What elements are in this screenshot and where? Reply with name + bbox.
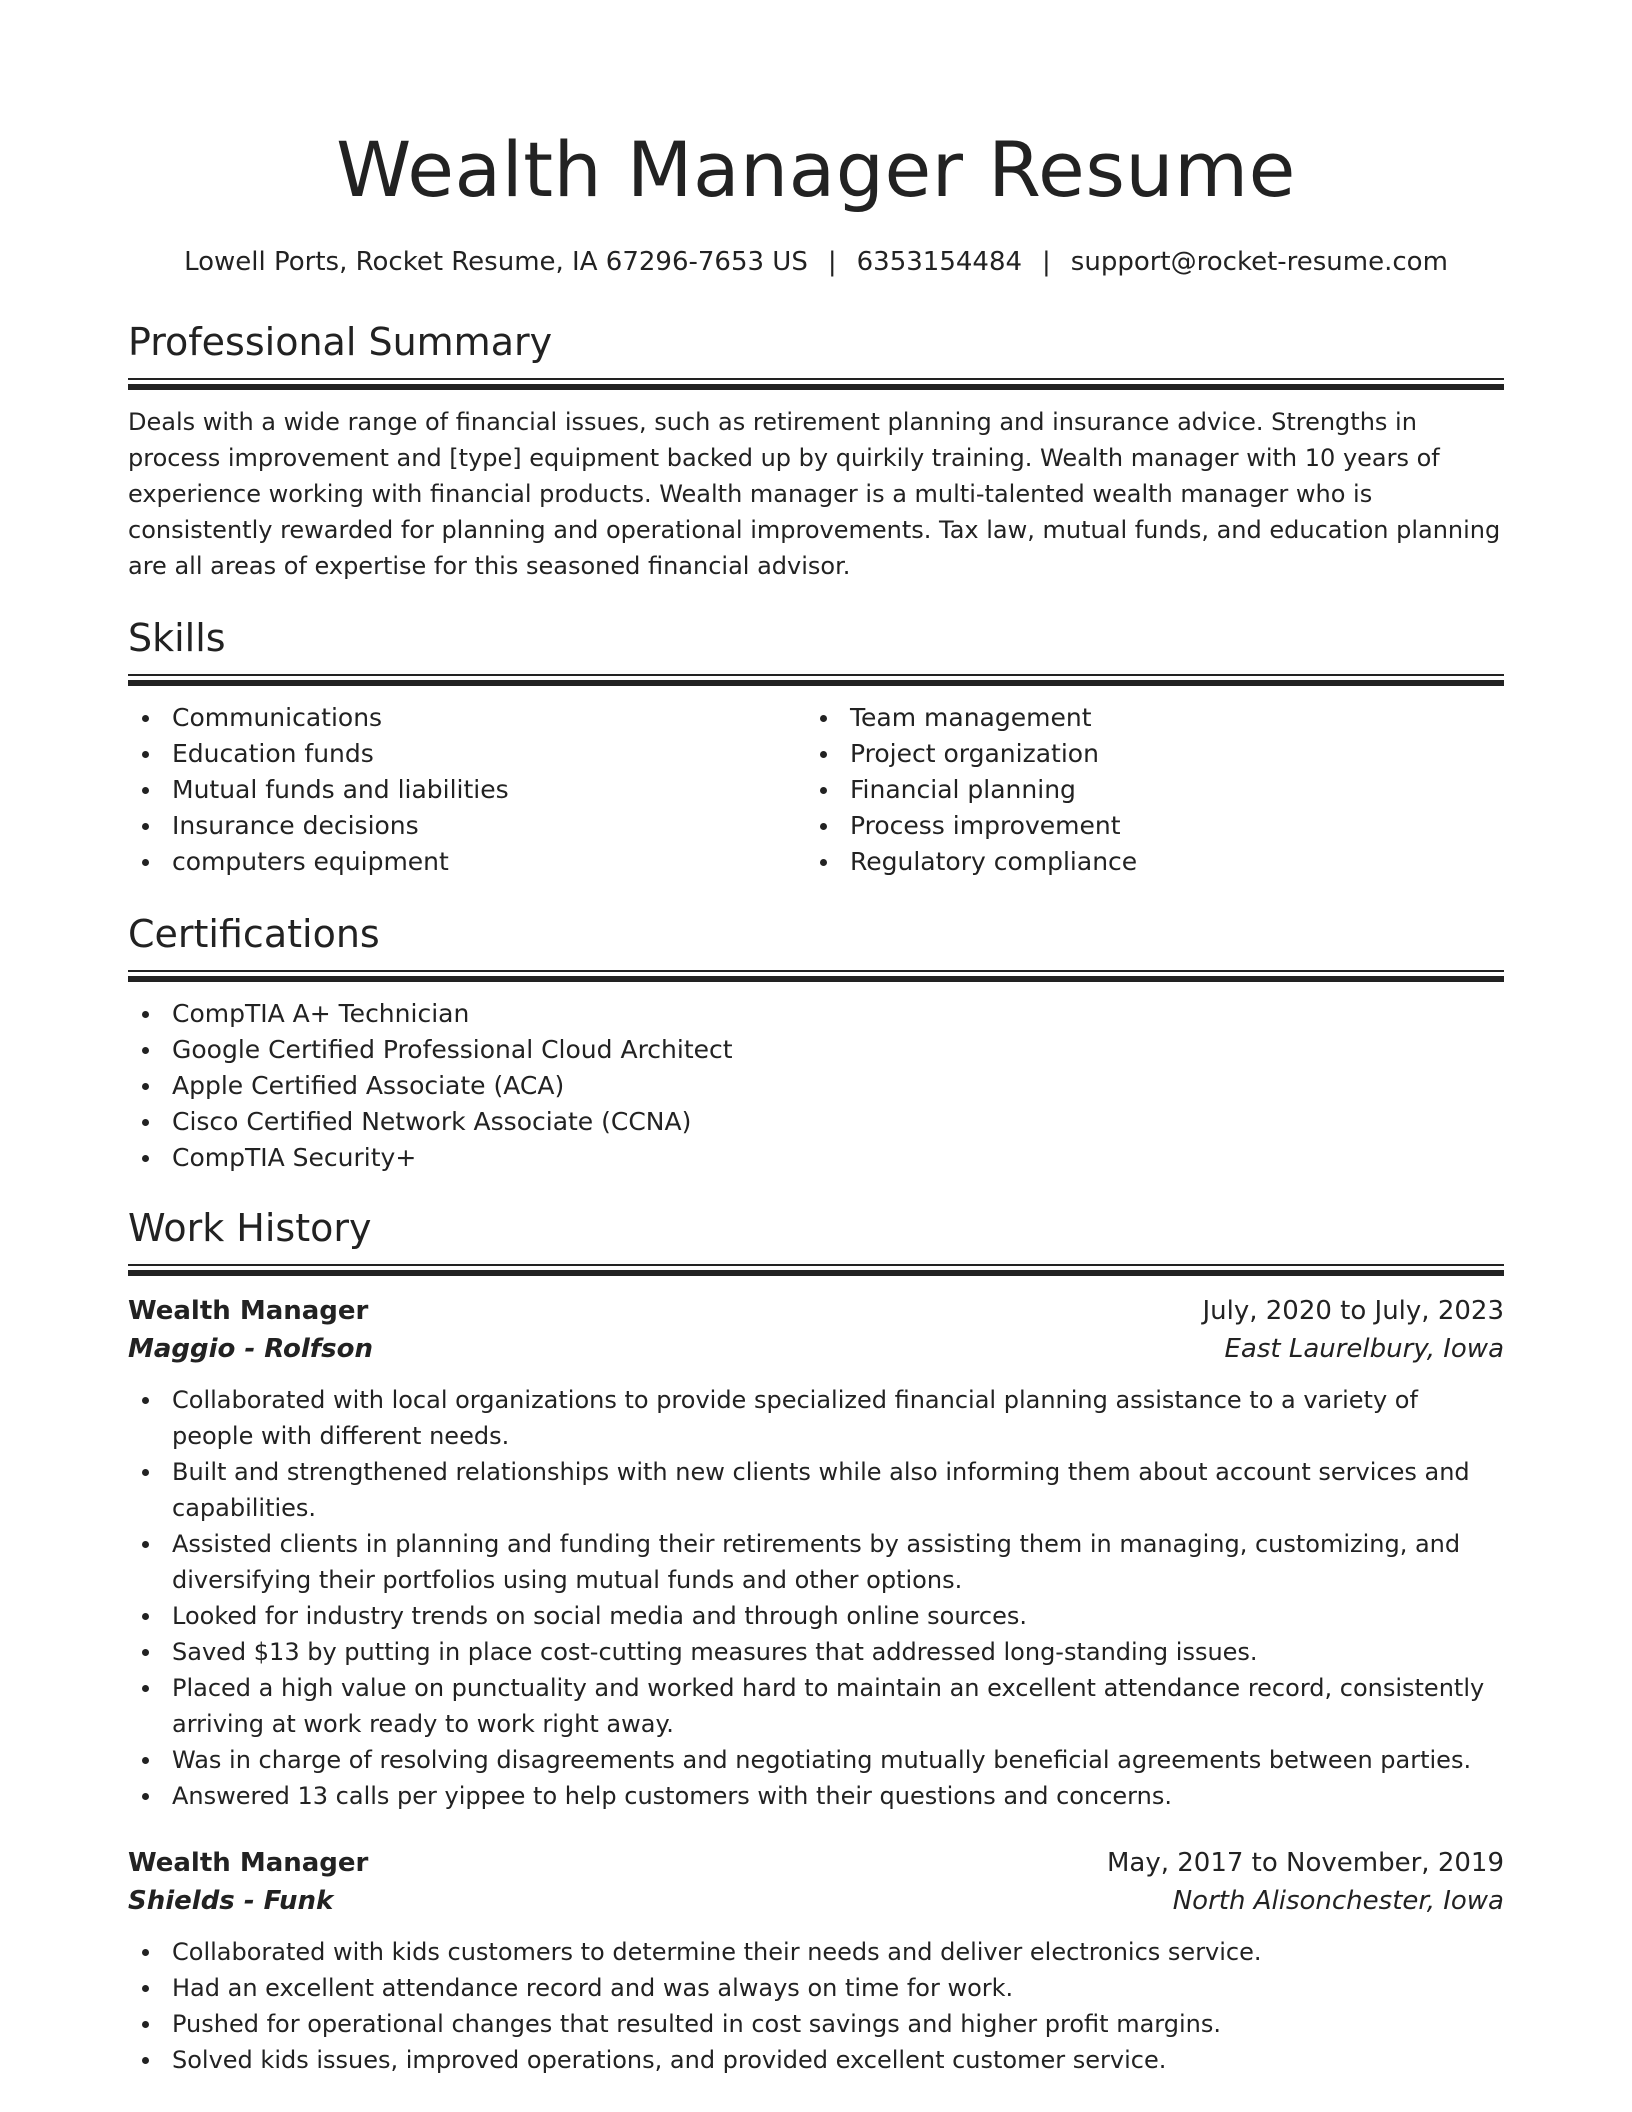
job-bullet: Built and strengthened relationships with new clients while also informing them about account services and capabilities. — [128, 1454, 1504, 1526]
job-bullet: Collaborated with kids customers to determine their needs and deliver electronics service. — [128, 1934, 1504, 1970]
skills-grid — [128, 700, 1504, 880]
skill-item: Team management — [806, 700, 1484, 736]
skills-column-left — [128, 700, 806, 880]
summary-text: Deals with a wide range of financial issues, such as retirement planning and insurance advice. Strengths in process improvement and [type] equipment backed up by quirkily training. Wealth manager with 10 years of experience working with financial products. Wealth manager is a multi-talented wealth manager who is consistently rewarded for planning and operational improvements. Tax law, mutual funds, and education planning are all areas of expertise for this seasoned financial advisor. — [128, 408, 1501, 580]
summary-section — [128, 316, 1504, 584]
certification-item: CompTIA A+ Technician — [128, 996, 1504, 1032]
job-company: Maggio - Rolfson — [128, 1334, 373, 1364]
certification-item: Cisco Certified Network Associate (CCNA) — [128, 1104, 1504, 1140]
section-divider — [128, 1264, 1504, 1276]
job-bullet: Was in charge of resolving disagreements and negotiating mutually beneficial agreements between parties. — [128, 1742, 1504, 1778]
contact-line — [128, 244, 1504, 280]
skill-item: Mutual funds and liabilities — [128, 772, 806, 808]
job-bullet: Collaborated with local organizations to provide specialized financial planning assistance to a variety of people with different needs. — [128, 1382, 1504, 1454]
job-dates: May, 2017 to November, 2019 — [1106, 1848, 1504, 1878]
job-bullet: Looked for industry trends on social media and through online sources. — [128, 1598, 1504, 1634]
summary-heading: Professional Summary — [128, 320, 553, 364]
job-title: Wealth Manager — [128, 1296, 369, 1326]
job-entry — [128, 1292, 1504, 1814]
job-bullet: Assisted clients in planning and funding their retirements by assisting them in managing, customizing, and diversifying their portfolios using mutual funds and other options. — [128, 1526, 1504, 1598]
certification-item: Apple Certified Associate (ACA) — [128, 1068, 1504, 1104]
job-bullet: Pushed for operational changes that resulted in cost savings and higher profit margins. — [128, 2006, 1504, 2042]
certifications-list — [128, 996, 1504, 1176]
section-divider — [128, 970, 1504, 982]
job-bullets — [128, 1934, 1504, 2078]
contact-email: support@rocket-resume.com — [1070, 247, 1448, 277]
skills-section — [128, 612, 1504, 880]
job-title: Wealth Manager — [128, 1848, 369, 1878]
contact-phone: 6353154484 — [856, 247, 1023, 277]
skill-item: Project organization — [806, 736, 1484, 772]
skill-item: computers equipment — [128, 844, 806, 880]
skill-item: Communications — [128, 700, 806, 736]
job-bullet: Had an excellent attendance record and was always on time for work. — [128, 1970, 1504, 2006]
certifications-section — [128, 908, 1504, 1176]
certification-item: CompTIA Security+ — [128, 1140, 1504, 1176]
job-header — [128, 1292, 1504, 1330]
job-subheader — [128, 1330, 1504, 1368]
section-divider — [128, 674, 1504, 686]
skill-item: Financial planning — [806, 772, 1484, 808]
resume-title: Wealth Manager Resume — [336, 125, 1296, 214]
contact-address: Lowell Ports, Rocket Resume, IA 67296-7653 US — [184, 247, 808, 277]
section-divider — [128, 378, 1504, 390]
job-subheader — [128, 1882, 1504, 1920]
contact-separator: | — [827, 247, 837, 277]
skill-item: Education funds — [128, 736, 806, 772]
job-bullet: Saved $13 by putting in place cost-cutting measures that addressed long-standing issues. — [128, 1634, 1504, 1670]
job-bullet: Placed a high value on punctuality and worked hard to maintain an excellent attendance record, consistently arriving at work ready to work right away. — [128, 1670, 1504, 1742]
certification-item: Google Certified Professional Cloud Architect — [128, 1032, 1504, 1068]
skill-item: Process improvement — [806, 808, 1484, 844]
job-location: East Laurelbury, Iowa — [1224, 1334, 1504, 1364]
certifications-heading: Certifications — [128, 912, 380, 956]
skill-item: Regulatory compliance — [806, 844, 1484, 880]
resume-page — [128, 0, 1504, 2074]
job-bullet: Solved kids issues, improved operations, and provided excellent customer service. — [128, 2042, 1504, 2078]
job-location: North Alisonchester, Iowa — [1172, 1886, 1504, 1916]
skill-item: Insurance decisions — [128, 808, 806, 844]
contact-separator: | — [1042, 247, 1051, 277]
job-entry — [128, 1844, 1504, 2078]
skills-heading: Skills — [128, 616, 226, 660]
job-company: Shields - Funk — [128, 1886, 334, 1916]
job-dates: July, 2020 to July, 2023 — [1202, 1296, 1504, 1326]
skills-column-right — [806, 700, 1484, 880]
job-header — [128, 1844, 1504, 1882]
job-bullet: Answered 13 calls per yippee to help customers with their questions and concerns. — [128, 1778, 1504, 1814]
work-history-heading: Work History — [128, 1206, 372, 1250]
job-bullets — [128, 1382, 1504, 1814]
work-history-section — [128, 1202, 1504, 2078]
